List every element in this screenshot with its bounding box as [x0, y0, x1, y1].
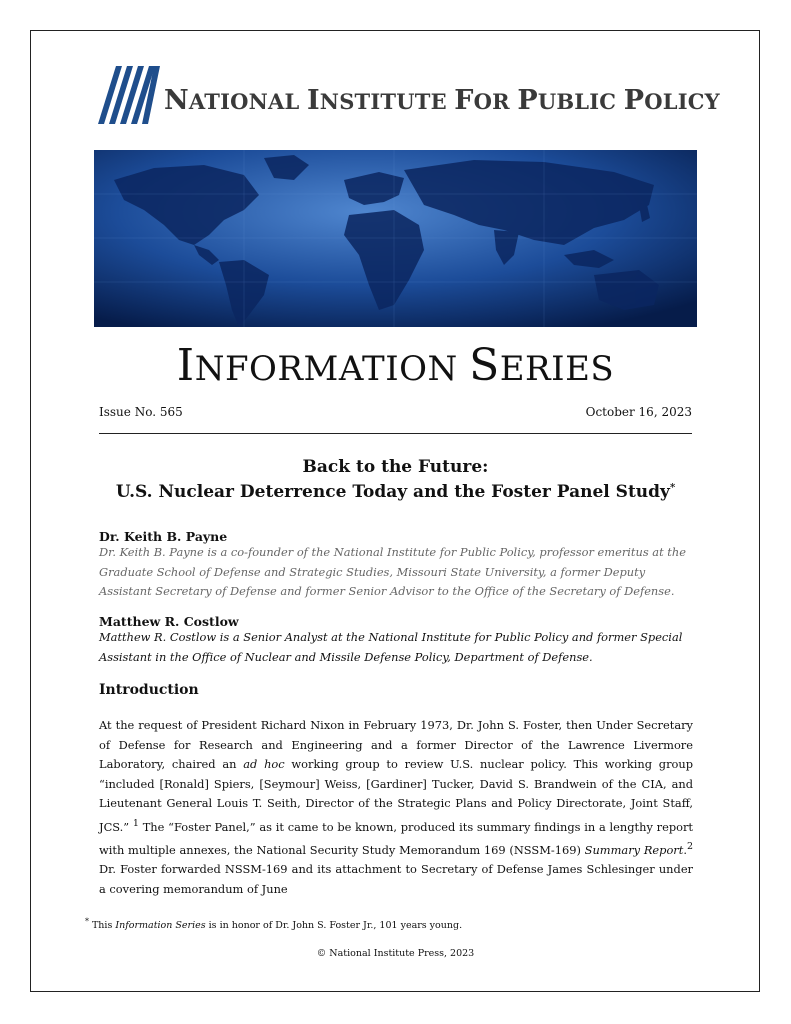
author-name-costlow: Matthew R. Costlow [99, 614, 239, 629]
title-footnote-mark: * [669, 482, 676, 494]
article-title-line-1: Back to the Future: [302, 457, 489, 477]
author-bio-payne: Dr. Keith B. Payne is a co-founder of the National Institute for Public Policy, professor emeritus at the Graduate School of Defense and Strategic Studies, Missouri State University, a former Deputy Assistant Secretary of Defense and former Senior Advisor to the Office of the Secretary of Defense. [99, 545, 686, 598]
introduction-paragraph: At the request of President Richard Nixon in February 1973, Dr. John S. Foster, then Under Secretary of Defense for Research and Engineering and a former Director of the Lawrence Livermore Laboratory, chaired an ad hoc working group to review U.S. nuclear policy. This working group “included [Ronald] Spiers, [Seymour] Weiss, [Gardiner] Tucker, David S. Brandwein of the CIA, and Lieutenant General Louis T. Seith, Director of the Strategic Plans and Policy Directorate, Joint Staff, JCS.” $^1$ The “Foster Panel,” as it came to be known, produced its summary findings in a lengthy report with multiple annexes, the National Security Study Memorandum 169 (NSSM-169) Summary Report.$^2$ Dr. Foster forwarded NSSM-169 and its attachment to Secretary of Defense James Schlesinger under a covering memorandum of June [99, 718, 694, 896]
footnote-ref-1[interactable]: 1 [132, 817, 139, 829]
divider [99, 433, 692, 434]
article-title-line-2 [0, 482, 791, 502]
logo-stripes-icon [98, 66, 160, 124]
author-bio-costlow: Matthew R. Costlow is a Senior Analyst at the National Institute for Public Policy and former Special Assistant in the Office of Nuclear and Missile Defense Policy, Department of Defense. [99, 630, 683, 664]
institute-name: NATIONAL INSTITUTE FOR PUBLIC POLICY [164, 85, 720, 116]
issue-date: October 16, 2023 [585, 405, 692, 419]
issue-number: Issue No. 565 [99, 405, 183, 419]
world-map-banner [94, 150, 697, 327]
series-title: INFORMATION SERIES [176, 340, 615, 391]
institute-logo [98, 66, 720, 126]
author-name-payne: Dr. Keith B. Payne [99, 529, 228, 544]
footnote-ref-2[interactable]: 2 [686, 840, 693, 852]
footnote: * This Information Series is in honor of Dr. John S. Foster Jr., 101 years young. [85, 917, 463, 932]
world-map-image [94, 150, 697, 327]
section-heading-introduction: Introduction [99, 682, 199, 698]
article-title-text: U.S. Nuclear Deterrence Today and the Foster Panel Study [115, 482, 670, 502]
copyright: © National Institute Press, 2023 [316, 948, 475, 959]
